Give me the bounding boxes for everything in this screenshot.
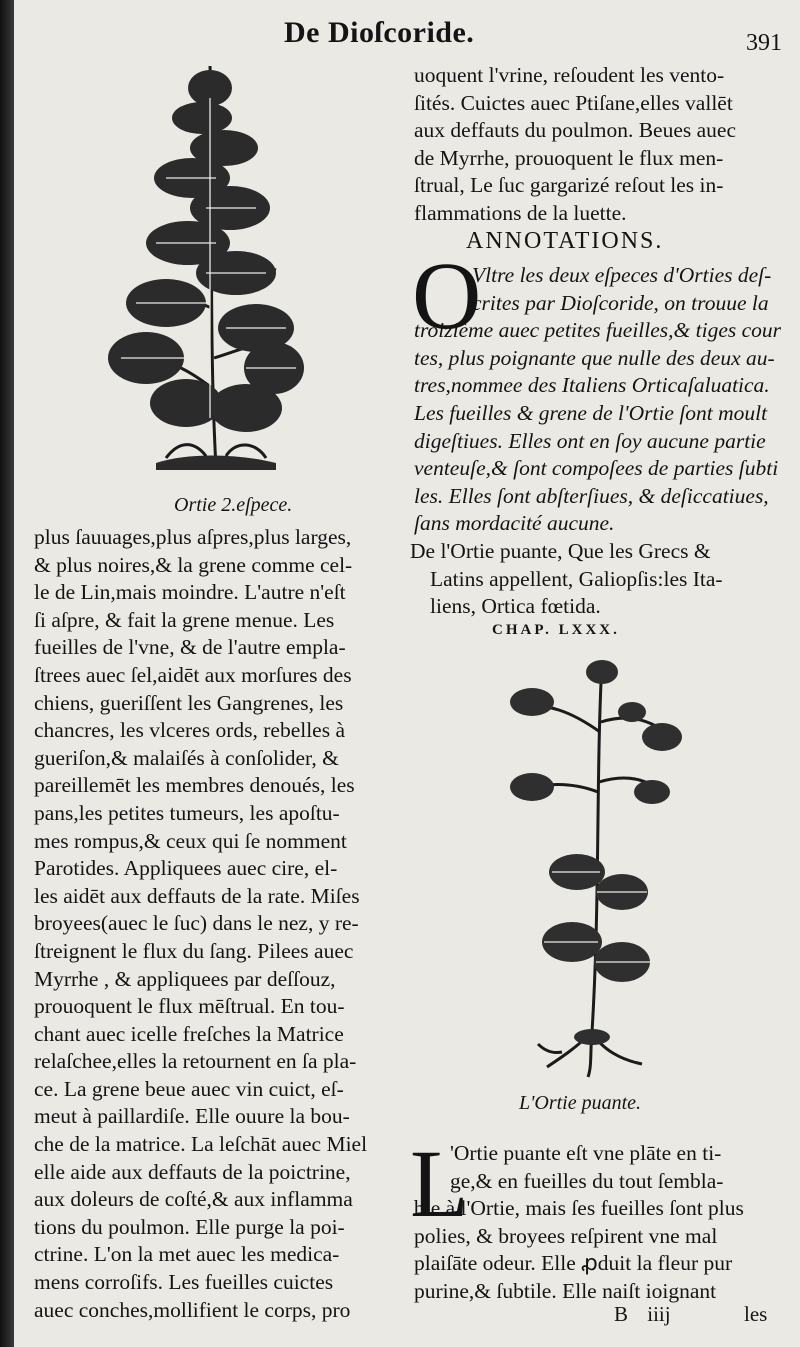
chapter-number: CHAP. LXXX. (492, 622, 620, 638)
text-line: ſités. Cuictes auec Ptiſane,elles vallēt (414, 90, 733, 115)
text-line: auec conches,mollifient le corps, pro (34, 1297, 351, 1322)
text-line: tions du poulmon. Elle purge la poi- (34, 1214, 345, 1239)
left-column-text (34, 524, 394, 1324)
text-line: purine,& ſubtile. Elle naiſt ioignant (414, 1278, 717, 1303)
text-line: meut à paillardiſe. Elle ouure la bou- (34, 1104, 350, 1129)
text-line: Vltre les deux eſpeces d'Orties deſ- (472, 263, 772, 287)
stinking-nettle-woodcut-illustration (492, 652, 692, 1082)
left-figure-caption: Ortie 2.eſpece. (174, 494, 293, 516)
text-line: gueriſon,& malaiſés à conſolider, & (34, 745, 339, 770)
text-line: prouoquent le flux mēſtrual. En tou- (34, 994, 345, 1019)
text-line: mes rompus,& ceux qui ſe nomment (34, 828, 347, 853)
text-line: che de la matrice. La leſchāt auec Miel (34, 1132, 368, 1157)
text-line: les aidēt aux deffauts de la rate. Miſes (34, 883, 360, 908)
signature-mark: B iiij (614, 1302, 671, 1326)
chapter-heading-line: De l'Ortie puante, Que les Grecs & (410, 539, 711, 563)
text-line: 'Ortie puante eſt vne plāte en ti- (450, 1141, 722, 1165)
page-number: 391 (746, 30, 782, 56)
text-line: & plus noires,& la grene comme cel- (34, 552, 353, 577)
body-drop-cap: L (410, 1130, 469, 1237)
text-line: chancres, les vlceres ords, rebelles à (34, 718, 346, 743)
text-line: les. Elles ſont abſterſiues, & deſiccatiues, (414, 483, 769, 508)
text-line: tes, plus poignante que nulle des deux au- (414, 345, 775, 370)
text-line: broyees(auec le ſuc) dans le nez, y re- (34, 911, 359, 936)
book-page (14, 0, 800, 1347)
text-line: fueilles de l'vne, & de l'autre empla- (34, 635, 346, 660)
text-line: le de Lin,mais moindre. L'autre n'eſt (34, 580, 346, 605)
book-gutter (0, 0, 14, 1347)
chapter-heading (410, 538, 790, 621)
text-line: polies, & broyees reſpirent vne mal (414, 1223, 718, 1248)
text-line: mens corroſifs. Les fueilles cuictes (34, 1270, 334, 1295)
text-line: tres,nommee des Italiens Orticaſaluatica. (414, 373, 770, 398)
chapter-heading-line: liens, Ortica fœtida. (430, 594, 601, 619)
text-line: ſi aſpre, & fait la grene menue. Les (34, 607, 335, 632)
text-line: uoquent l'vrine, reſoudent les vento- (414, 63, 725, 87)
text-line: ge,& en fueilles du tout ſembla- (450, 1168, 724, 1193)
text-line: pareillemēt les membres denoués, les (34, 773, 355, 798)
catchword: les (744, 1302, 768, 1326)
running-header: De Dioſcoride. (284, 16, 475, 49)
text-line: relaſchee,elles la retournent en ſa pla- (34, 1049, 357, 1074)
right-body-text (414, 1140, 790, 1306)
annotations-text (414, 262, 784, 538)
text-line: pans,les petites tumeurs, les apoſtu- (34, 800, 340, 825)
text-line: ſtrual, Le ſuc gargarizé reſout les in- (414, 173, 724, 198)
text-line: ſtrees auec ſel,aidēt aux morſures des (34, 662, 352, 687)
text-line: chiens, gueriſſent les Gangrenes, les (34, 690, 344, 715)
text-line: Les fueilles & grene de l'Ortie ſont moult (414, 400, 768, 425)
right-column-top-text (414, 62, 784, 228)
text-line: plaiſāte odeur. Elle ꝓduit la fleur pur (414, 1251, 733, 1276)
text-line: ſans mordacité aucune. (414, 511, 615, 536)
text-line: troizième auec petites fueilles,& tiges cour (414, 318, 782, 343)
text-line: de Myrrhe, prouoquent le flux men- (414, 145, 724, 170)
text-line: plus ſauuages,plus aſpres,plus larges, (34, 525, 352, 549)
text-line: crites par Dioſcoride, on trouue la (472, 290, 769, 315)
text-line: Parotides. Appliquees auec cire, el- (34, 856, 338, 881)
text-line: venteuſe,& ſont compoſees de parties ſubti (414, 456, 779, 481)
text-line: digeſtiues. Elles ont en ſoy aucune partie (414, 428, 766, 453)
text-line: ble à l'Ortie, mais ſes fueilles ſont plus (414, 1196, 744, 1221)
annotations-heading: ANNOTATIONS. (466, 228, 664, 254)
right-figure-caption: L'Ortie puante. (519, 1092, 642, 1114)
text-line: aux deffauts du poulmon. Beues auec (414, 118, 737, 143)
text-line: ce. La grene beue auec vin cuict, eſ- (34, 1076, 344, 1101)
text-line: chant auec icelle freſches la Matrice (34, 1021, 344, 1046)
text-line: elle aide aux deffauts de la poictrine, (34, 1159, 351, 1184)
nettle-woodcut-illustration (106, 58, 306, 486)
annotations-drop-cap: O (412, 242, 482, 349)
text-line: flammations de la luette. (414, 200, 627, 225)
text-line: Myrrhe , & appliquees par deſſouz, (34, 966, 336, 991)
text-line: aux doleurs de coſté,& aux inflamma (34, 1187, 353, 1212)
text-line: ctrine. L'on la met auec les medica- (34, 1242, 340, 1267)
text-line: ſtreignent le flux du ſang. Pilees auec (34, 938, 354, 963)
chapter-heading-line: Latins appellent, Galiopſis:les Ita- (430, 566, 723, 591)
